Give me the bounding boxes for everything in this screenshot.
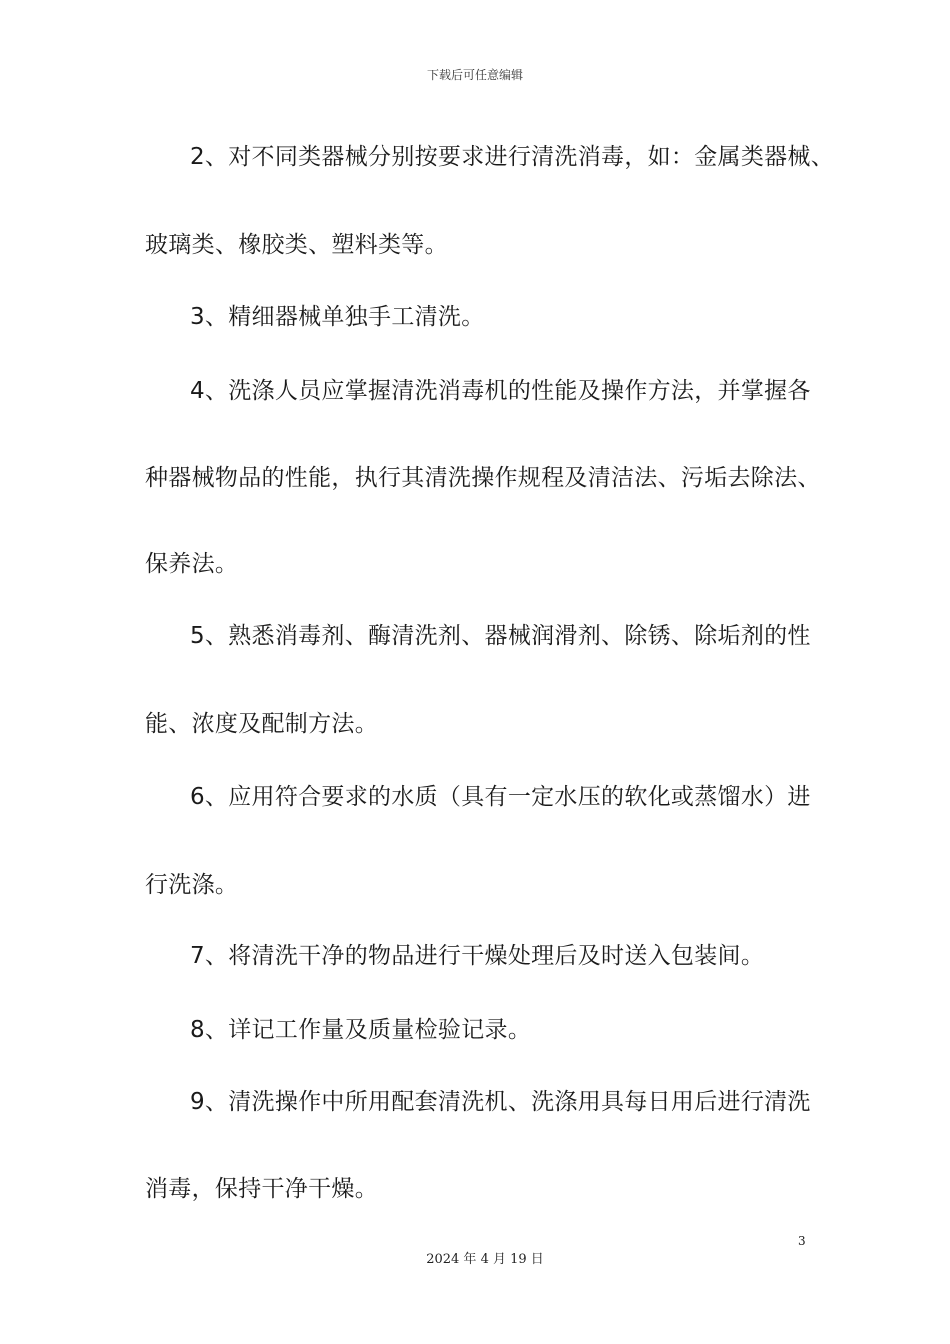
- page-footer-date: 2024 年 4 月 19 日: [426, 1252, 544, 1267]
- paragraph-line: 9、清洗操作中所用配套清洗机、洗涤用具每日用后进行清洗: [190, 1089, 811, 1115]
- paragraph-line: 5、熟悉消毒剂、酶清洗剂、器械润滑剂、除锈、除垢剂的性: [190, 623, 811, 649]
- page-number: 3: [798, 1234, 806, 1248]
- paragraph-line: 能、浓度及配制方法。: [145, 711, 378, 737]
- page-header: 下载后可任意编辑: [426, 68, 523, 82]
- paragraph-line: 玻璃类、橡胶类、塑料类等。: [145, 232, 448, 258]
- paragraph-line: 2、对不同类器械分别按要求进行清洗消毒，如：金属类器械、: [190, 144, 835, 170]
- paragraph-line: 保养法。: [145, 551, 239, 577]
- paragraph-line: 行洗涤。: [145, 872, 239, 898]
- paragraph-line: 4、洗涤人员应掌握清洗消毒机的性能及操作方法，并掌握各: [190, 378, 811, 404]
- paragraph-line: 6、应用符合要求的水质（具有一定水压的软化或蒸馏水）进: [190, 784, 811, 810]
- paragraph-line: 种器械物品的性能，执行其清洗操作规程及清洁法、污垢去除法、: [145, 465, 821, 491]
- paragraph-line: 消毒，保持干净干燥。: [145, 1176, 378, 1202]
- paragraph-line: 7、将清洗干净的物品进行干燥处理后及时送入包装间。: [190, 943, 765, 969]
- paragraph-line: 8、详记工作量及质量检验记录。: [190, 1017, 532, 1043]
- paragraph-line: 3、精细器械单独手工清洗。: [190, 304, 485, 330]
